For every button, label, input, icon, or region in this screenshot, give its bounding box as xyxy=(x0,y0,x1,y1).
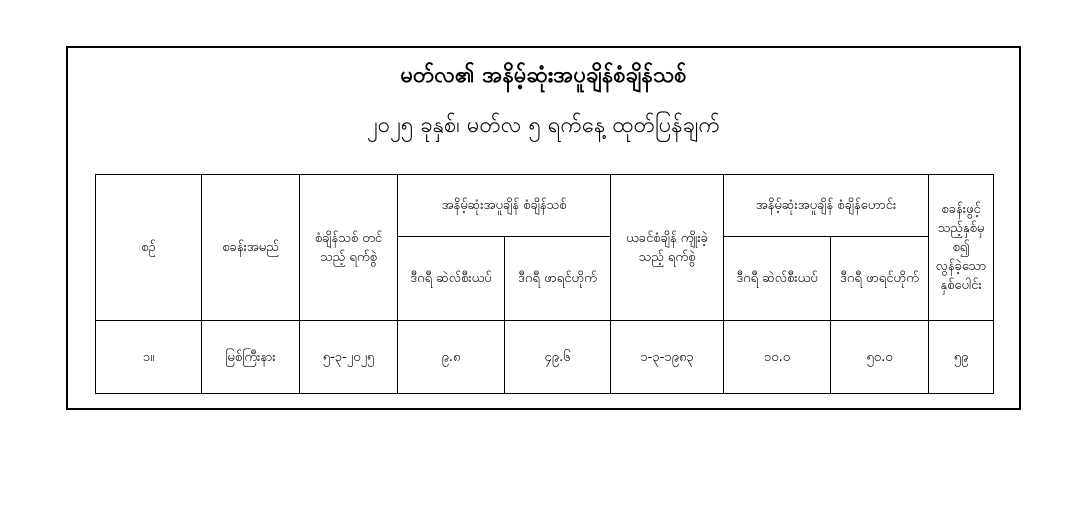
subheader-old-fahrenheit: ဒီဂရီ ဖာရင်ဟိုက် xyxy=(831,237,929,321)
cell-old-record-date: ၁-၃-၁၉၈၃ xyxy=(611,321,724,394)
header-years: စခန်းဖွင့် သည့်နှစ်မှ စ၍ လွန်ခဲ့သော နှစ်ပေါင်း xyxy=(929,175,994,321)
cell-serial: ၁။ xyxy=(96,321,202,394)
header-new-record: အနိမ့်ဆုံးအပူချိန် စံချိန်သစ် xyxy=(398,175,611,237)
cell-years: ၅၉ xyxy=(929,321,994,394)
header-record-date: စံချိန်သစ် တင်သည့် ရက်စွဲ xyxy=(300,175,398,321)
cell-new-celsius: ၉.၈ xyxy=(398,321,505,394)
cell-new-fahrenheit: ၄၉.၆ xyxy=(505,321,611,394)
subheader-old-celsius: ဒီဂရီ ဆဲလ်စီးယပ် xyxy=(724,237,831,321)
table-row xyxy=(96,321,994,394)
document-subtitle: ၂၀၂၅ ခုနှစ်၊ မတ်လ ၅ ရက်နေ့ ထုတ်ပြန်ချက် xyxy=(366,113,721,138)
header-old-record-date: ယခင်စံချိန် ကျိုးခဲ့သည့် ရက်စွဲ xyxy=(611,175,724,321)
subheader-new-celsius: ဒီဂရီ ဆဲလ်စီးယပ် xyxy=(398,237,505,321)
header-serial: စဉ် xyxy=(96,175,202,321)
cell-old-fahrenheit: ၅၀.၀ xyxy=(831,321,929,394)
cell-station: မြစ်ကြီးနား xyxy=(202,321,300,394)
subheader-new-fahrenheit: ဒီဂရီ ဖာရင်ဟိုက် xyxy=(505,237,611,321)
cell-record-date: ၅-၃-၂၀၂၅ xyxy=(300,321,398,394)
record-table xyxy=(95,174,994,394)
document-title: မတ်လ၏ အနိမ့်ဆုံးအပူချိန်စံချိန်သစ် xyxy=(400,63,687,88)
header-old-record: အနိမ့်ဆုံးအပူချိန် စံချိန်ဟောင်း xyxy=(724,175,929,237)
document-frame xyxy=(66,46,1021,410)
header-station: စခန်းအမည် xyxy=(202,175,300,321)
cell-old-celsius: ၁၀.၀ xyxy=(724,321,831,394)
header-row xyxy=(96,175,994,237)
